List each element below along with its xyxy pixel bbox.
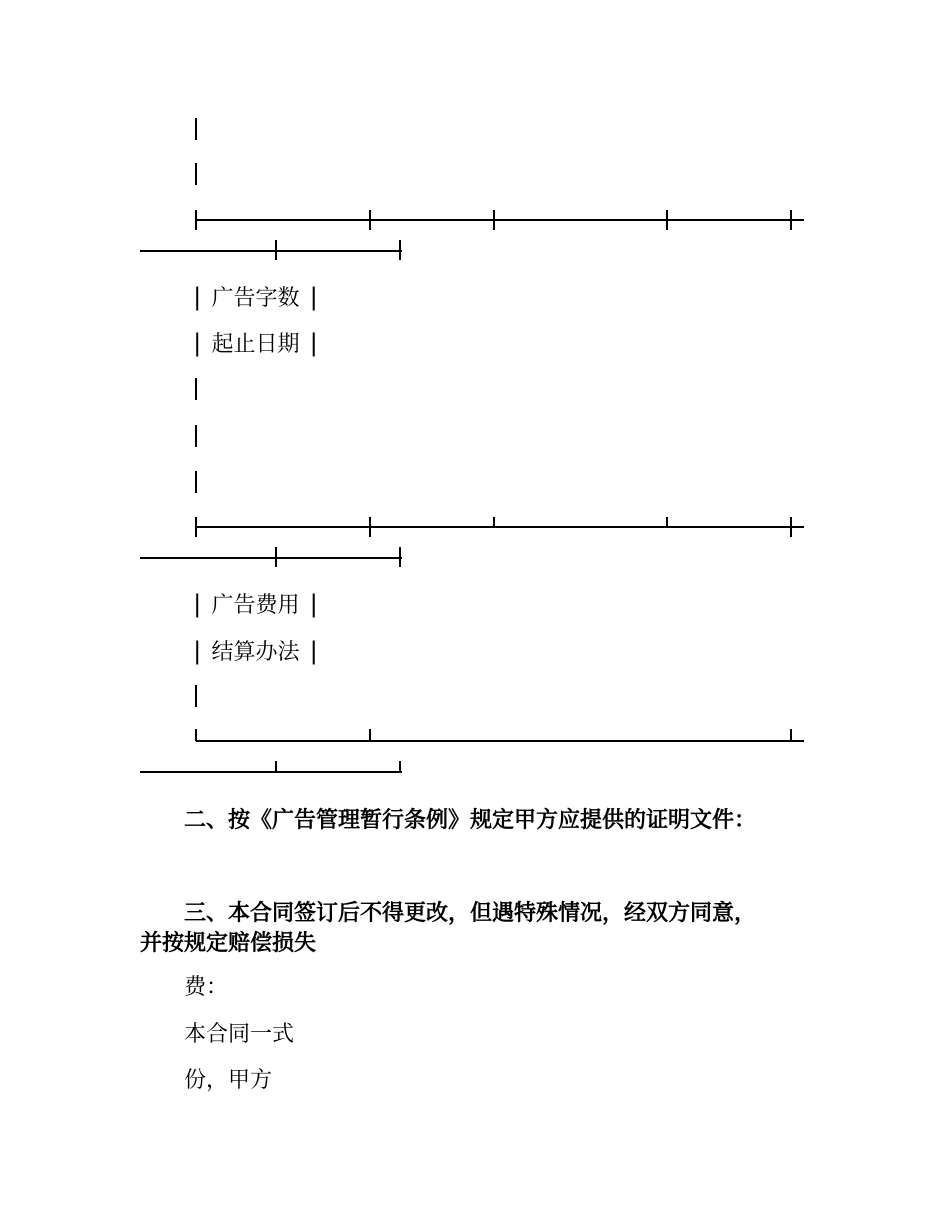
table-cell-settlement-method: | 结算办法 | (190, 637, 321, 665)
table-vertical-bar (195, 685, 197, 707)
copies-text: 本合同一式 (184, 1022, 295, 1047)
section-3-line-2: 并按规定赔偿损失 (140, 930, 317, 956)
table-vertical-bar (195, 471, 197, 493)
table-cell-ad-cost: | 广告费用 | (190, 590, 321, 618)
fee-label: 费： (184, 975, 229, 1000)
section-3-line-1: 三、本合同签订后不得更改，但遇特殊情况，经双方同意， (184, 900, 757, 926)
table-cell-ad-word-count: | 广告字数 | (190, 283, 321, 311)
party-text: 份，甲方 (184, 1068, 273, 1093)
table-cell-date-range: | 起止日期 | (190, 329, 321, 357)
table-vertical-bar (195, 425, 197, 447)
table-vertical-bar (195, 163, 197, 185)
table-vertical-bar (195, 378, 197, 400)
section-2-heading: 二、按《广告管理暂行条例》规定甲方应提供的证明文件： (184, 807, 757, 833)
table-vertical-bar (195, 118, 197, 140)
